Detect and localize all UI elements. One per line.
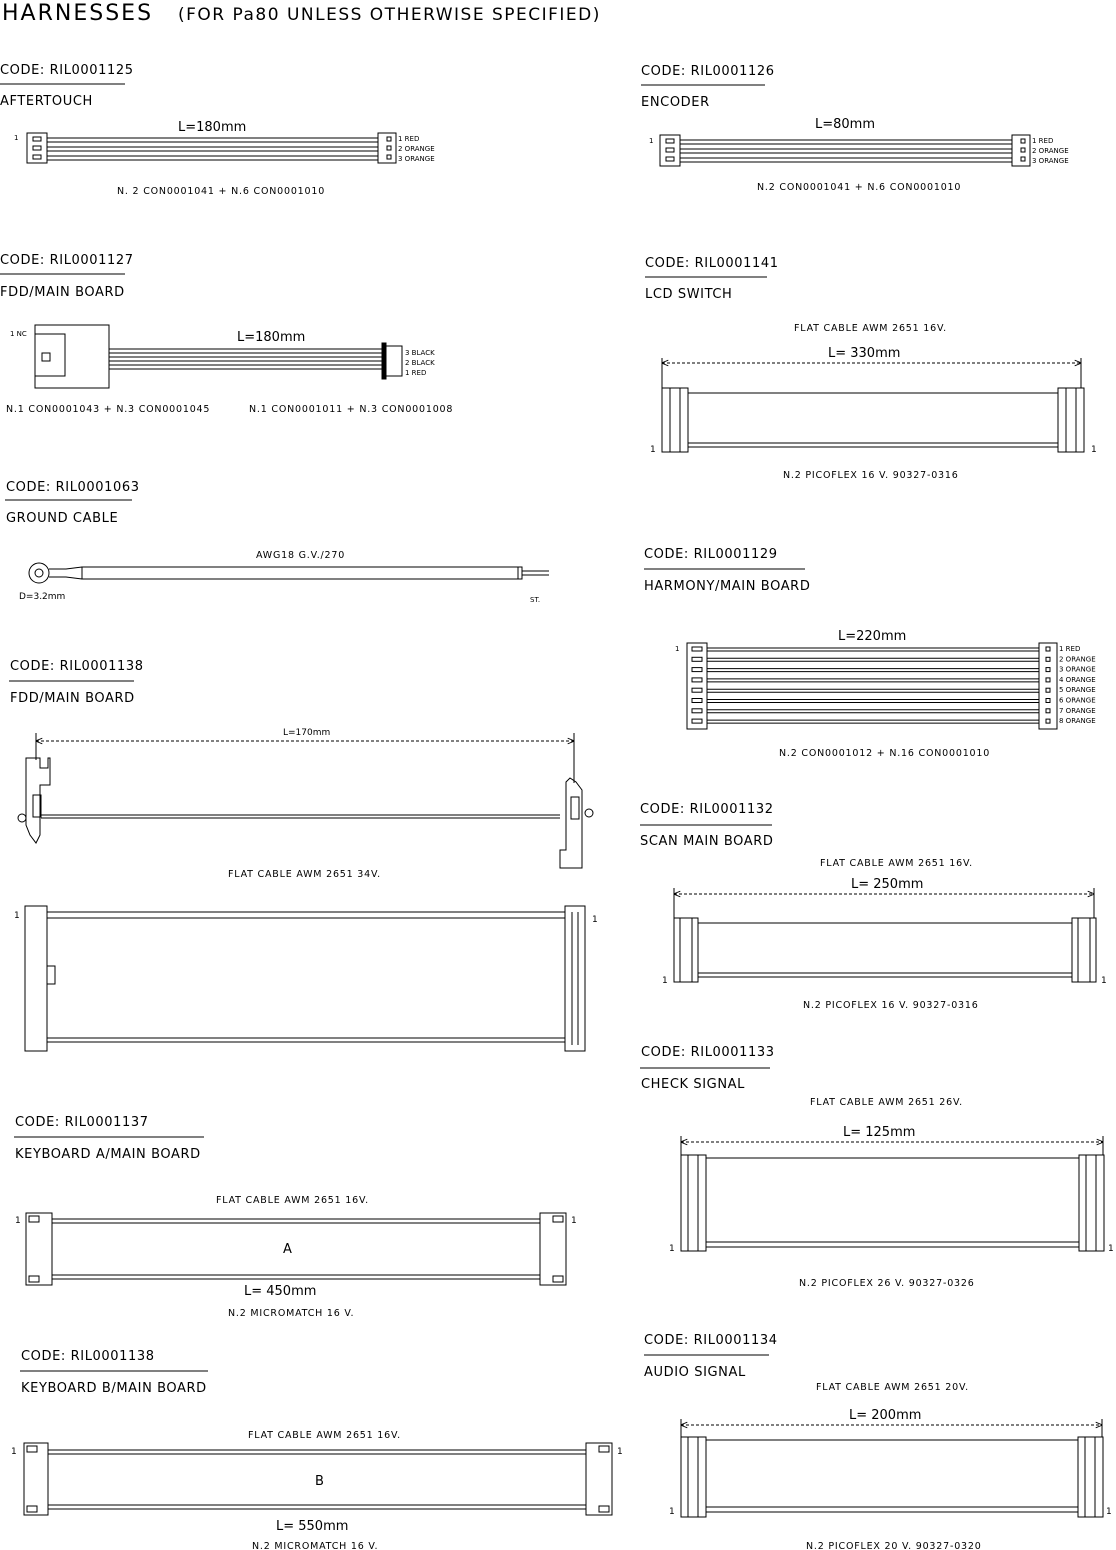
- cable-spec: FLAT CABLE AWM 2651 16V.: [794, 323, 947, 334]
- cable-spec: FLAT CABLE AWM 2651 16V.: [248, 1430, 401, 1441]
- pin-label: 1: [1108, 1244, 1114, 1254]
- connector-slot: [1046, 719, 1050, 723]
- connector-slot: [692, 709, 702, 713]
- connector-left-top: [25, 906, 47, 1051]
- connector-right: [1072, 918, 1096, 982]
- cable-spec: FLAT CABLE AWM 2651 16V.: [820, 858, 973, 869]
- ground-wire: [82, 567, 522, 579]
- center-label: A: [283, 1242, 292, 1257]
- harness-ril0001138-fdd: [9, 659, 598, 1051]
- end-label: ST.: [530, 596, 541, 604]
- connector-slot: [692, 678, 702, 682]
- harness-name: KEYBOARD A/MAIN BOARD: [15, 1147, 201, 1162]
- pin-label: 1: [14, 911, 20, 921]
- connector-slot: [692, 657, 702, 661]
- length-label: L=180mm: [237, 330, 306, 345]
- connector-slot: [1046, 657, 1050, 661]
- harness-ril0001126: [641, 64, 1069, 193]
- length-label: L=180mm: [178, 120, 247, 135]
- harness-name: CHECK SIGNAL: [641, 1077, 746, 1092]
- length-label: L=80mm: [815, 117, 876, 132]
- pin-label: 1: [669, 1507, 675, 1517]
- connector-left: [681, 1155, 706, 1251]
- pin-label: 6 ORANGE: [1059, 696, 1096, 705]
- connector-slot: [1046, 699, 1050, 703]
- connector-right: [586, 1443, 612, 1515]
- connector-right: [540, 1213, 566, 1285]
- connector-slot: [1046, 688, 1050, 692]
- harness-code: CODE: RIL0001125: [0, 63, 134, 78]
- harness-ril0001125: [0, 63, 435, 197]
- harness-name: AUDIO SIGNAL: [644, 1365, 746, 1380]
- pin-label: 1 RED: [405, 369, 427, 377]
- pin-label: 1: [617, 1447, 623, 1457]
- connector-right: [560, 778, 582, 868]
- connector-left: [26, 758, 50, 843]
- part-note: N.2 CON0001041 + N.6 CON0001010: [757, 182, 962, 193]
- length-label: L= 250mm: [851, 877, 924, 892]
- connector-left: [24, 1443, 48, 1515]
- connector-left: [687, 643, 707, 729]
- pin-label: 7 ORANGE: [1059, 706, 1096, 715]
- pin-label: 2 ORANGE: [1059, 655, 1096, 664]
- connector-slot: [692, 647, 702, 651]
- pin-label: 1: [14, 134, 19, 142]
- length-label: L= 200mm: [849, 1408, 922, 1423]
- cable-spec: FLAT CABLE AWM 2651 26V.: [810, 1097, 963, 1108]
- harness-name: GROUND CABLE: [6, 511, 119, 526]
- pin-label: 2 ORANGE: [398, 145, 435, 153]
- harness-code: CODE: RIL0001063: [6, 480, 140, 495]
- connector-slot: [692, 688, 702, 692]
- harness-code: CODE: RIL0001138: [10, 659, 144, 674]
- pin-label: 1 NC: [10, 330, 27, 338]
- pin-label: 3 ORANGE: [1059, 665, 1096, 674]
- connector-right: [1058, 388, 1084, 452]
- pin-label: 8 ORANGE: [1059, 717, 1096, 726]
- cable-spec: FLAT CABLE AWM 2651 34V.: [228, 869, 381, 880]
- connector-slot: [692, 699, 702, 703]
- harness-code: CODE: RIL0001141: [645, 256, 779, 271]
- connector-slot: [692, 668, 702, 672]
- pin-label: 1: [11, 1447, 17, 1457]
- connector-left: [662, 388, 688, 452]
- pin-label: 3 ORANGE: [1032, 157, 1069, 165]
- harness-ril0001137: [14, 1115, 577, 1319]
- harness-name: LCD SWITCH: [645, 287, 733, 302]
- harness-name: KEYBOARD B/MAIN BOARD: [21, 1381, 207, 1396]
- harness-code: CODE: RIL0001127: [0, 253, 134, 268]
- harness-ril0001127: [0, 253, 453, 415]
- connector-right-top: [565, 906, 585, 1051]
- part-note: N. 2 CON0001041 + N.6 CON0001010: [117, 186, 326, 197]
- part-note: N.2 PICOFLEX 16 V. 90327-0316: [803, 1000, 979, 1011]
- connector-slot: [1046, 709, 1050, 713]
- harness-code: CODE: RIL0001134: [644, 1333, 778, 1348]
- length-label: L=170mm: [283, 728, 331, 738]
- length-label: L= 450mm: [244, 1284, 317, 1299]
- harness-code: CODE: RIL0001129: [644, 547, 778, 562]
- connector-left: [26, 1213, 52, 1285]
- harness-name: AFTERTOUCH: [0, 94, 93, 109]
- harness-ril0001129: [644, 547, 1096, 759]
- harness-name: FDD/MAIN BOARD: [0, 285, 125, 300]
- part-note: N.2 PICOFLEX 20 V. 90327-0320: [806, 1541, 982, 1550]
- connector-slot: [692, 719, 702, 723]
- pin-label: 1: [592, 915, 598, 925]
- pin-label: 1: [649, 137, 654, 145]
- pin-label: 2 ORANGE: [1032, 147, 1069, 155]
- length-label: L= 550mm: [276, 1519, 349, 1534]
- pin-label: 1: [1101, 976, 1107, 986]
- harness-ril0001132: [640, 802, 1107, 1011]
- page-subtitle: (FOR Pa80 UNLESS OTHERWISE SPECIFIED): [178, 5, 601, 25]
- part-note: N.1 CON0001011 + N.3 CON0001008: [249, 404, 454, 415]
- connector-slot: [1046, 647, 1050, 651]
- cable-spec: AWG18 G.V./270: [256, 550, 346, 561]
- length-label: L=220mm: [838, 629, 907, 644]
- ring-terminal: [29, 563, 49, 583]
- diameter-label: D=3.2mm: [19, 592, 66, 602]
- pin-label: 3 ORANGE: [398, 155, 435, 163]
- harness-name: SCAN MAIN BOARD: [640, 834, 774, 849]
- harness-code: CODE: RIL0001126: [641, 64, 775, 79]
- harness-ril0001141: [645, 256, 1097, 481]
- harness-code: CODE: RIL0001137: [15, 1115, 149, 1130]
- connector-left: [674, 918, 698, 982]
- pin-label: 3 BLACK: [405, 349, 435, 357]
- connector-slot: [1046, 678, 1050, 682]
- harness-ril0001063: [5, 480, 549, 604]
- connector-right: [382, 343, 386, 379]
- pin-label: 2 BLACK: [405, 359, 435, 367]
- part-note: N.2 CON0001012 + N.16 CON0001010: [779, 748, 991, 759]
- pin-label: 1 RED: [1032, 137, 1054, 145]
- page-title: HARNESSES: [2, 1, 154, 26]
- connector-right: [1078, 1437, 1103, 1517]
- pin-label: 1: [662, 976, 668, 986]
- connector-left: [681, 1437, 706, 1517]
- pin-label: 1 RED: [1059, 645, 1081, 653]
- harness-ril0001133: [640, 1045, 1114, 1289]
- length-label: L= 125mm: [843, 1125, 916, 1140]
- pin-label: 1 RED: [398, 135, 420, 143]
- pin-label: 1: [675, 645, 680, 653]
- pin-label: 1: [650, 445, 656, 455]
- harness-code: CODE: RIL0001133: [641, 1045, 775, 1060]
- part-note: N.2 PICOFLEX 16 V. 90327-0316: [783, 470, 959, 481]
- part-note: N.2 MICROMATCH 16 V.: [228, 1308, 355, 1319]
- harness-code: CODE: RIL0001138: [21, 1349, 155, 1364]
- connector-right: [1039, 643, 1057, 729]
- pin-label: 1: [1091, 445, 1097, 455]
- connector-slot: [1046, 668, 1050, 672]
- pin-label: 1: [571, 1216, 577, 1226]
- length-label: L= 330mm: [828, 346, 901, 361]
- connector-right: [1079, 1155, 1104, 1251]
- pin-label: 4 ORANGE: [1059, 675, 1096, 684]
- center-label: B: [315, 1474, 324, 1489]
- part-note: N.1 CON0001043 + N.3 CON0001045: [6, 404, 211, 415]
- harness-ril0001138-kbd-b: [11, 1349, 623, 1550]
- harness-name: HARMONY/MAIN BOARD: [644, 579, 811, 594]
- harness-name: ENCODER: [641, 95, 710, 110]
- cable-spec: FLAT CABLE AWM 2651 16V.: [216, 1195, 369, 1206]
- pin-label: 1: [15, 1216, 21, 1226]
- harness-code: CODE: RIL0001132: [640, 802, 774, 817]
- harness-name: FDD/MAIN BOARD: [10, 691, 135, 706]
- part-note: N.2 MICROMATCH 16 V.: [252, 1541, 379, 1550]
- pin-label: 1: [669, 1244, 675, 1254]
- cable-spec: FLAT CABLE AWM 2651 20V.: [816, 1382, 969, 1393]
- part-note: N.2 PICOFLEX 26 V. 90327-0326: [799, 1278, 975, 1289]
- harness-ril0001134: [644, 1333, 1112, 1550]
- pin-label: 1: [1106, 1507, 1112, 1517]
- pin-label: 5 ORANGE: [1059, 686, 1096, 695]
